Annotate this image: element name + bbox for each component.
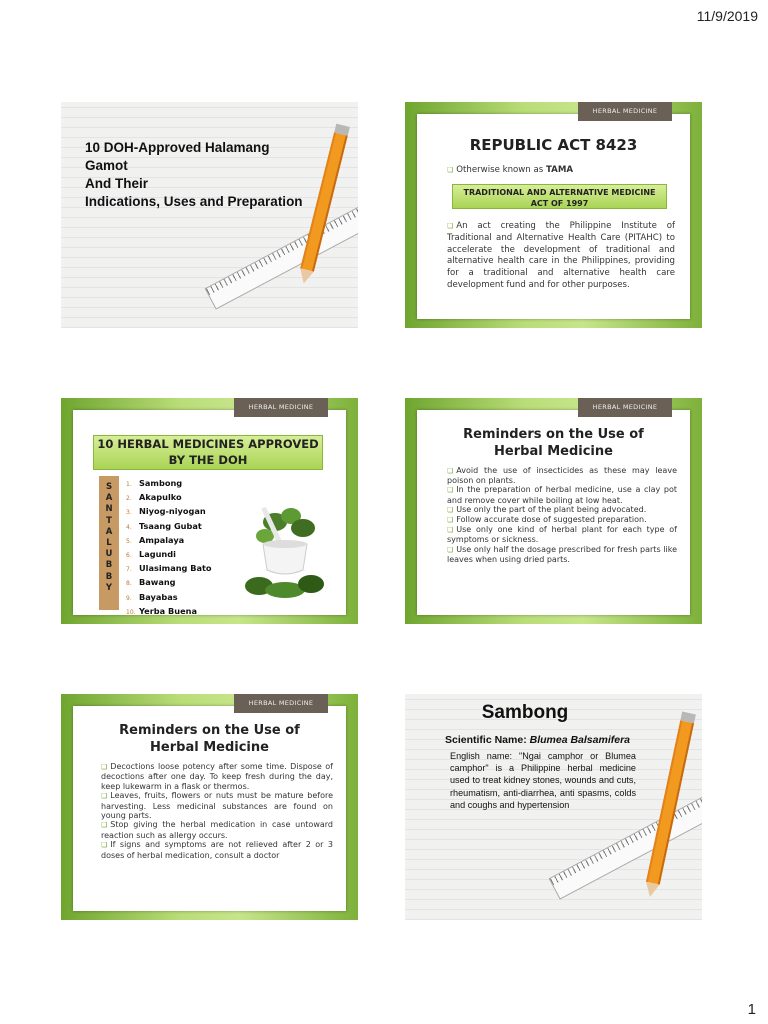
mortar-and-herbs-image <box>245 500 325 600</box>
list-item: ❏ Avoid the use of insecticides as these may leave poison on plants. <box>447 466 677 486</box>
slide-card <box>417 114 690 319</box>
slide-approved-list <box>61 398 358 624</box>
list-item: 3. Niyog-niyogan <box>126 506 206 517</box>
bullet-item: ❏ Otherwise known as TAMA <box>447 165 574 175</box>
bullet-icon: ❏ <box>447 505 454 514</box>
print-date: 11/9/2019 <box>696 8 758 24</box>
slide-card <box>417 410 690 615</box>
list-item: ❏ Use only half the dosage prescribed for fresh parts like leaves when using dried parts. <box>447 544 677 564</box>
slide-card <box>73 706 346 911</box>
list-item: 4. Tsaang Gubat <box>126 520 202 531</box>
list-item: ❏ Follow accurate dose of suggested preparation. <box>447 515 647 525</box>
list-item: ❏ If signs and symptoms are not relieved after 2 or 3 doses of herbal medication, consult a doctor <box>101 840 333 860</box>
bullet-icon: ❏ <box>447 526 454 535</box>
list-item: ❏ Decoctions loose potency after some time. Dispose of decoctions after one day. To keep fresh during the day, keep lukewarm in a flask or thermos. <box>101 762 333 791</box>
slide-heading: REPUBLIC ACT 8423 <box>469 136 638 154</box>
section-tab: HERBAL MEDICINE <box>578 102 672 121</box>
bullet-icon: ❏ <box>447 166 454 174</box>
act-name-box: TRADITIONAL AND ALTERNATIVE MEDICINE ACT OF 1997 <box>452 184 667 209</box>
bullet-icon: ❏ <box>101 792 108 801</box>
list-item: 8. Bawang <box>126 577 176 588</box>
slide-reminders-1 <box>405 398 702 624</box>
bullet-icon: ❏ <box>447 545 454 554</box>
slide-republic-act <box>405 102 702 328</box>
list-item: 6. Lagundi <box>126 549 176 560</box>
bullet-item: ❏ An act creating the Philippine Institute of Traditional and Alternative Health Care (PITAHC) to accelerate the development of traditional and alternative health care in the Philippines, providing for a traditional and alternative health care development fund and for other purposes. <box>447 221 675 290</box>
slide-card <box>73 410 346 615</box>
list-item: 5. Ampalaya <box>126 534 185 545</box>
scientific-name: Scientific Name: Blumea Balsamifera <box>445 734 631 746</box>
bullet-icon: ❏ <box>447 486 454 495</box>
list-item: ❏ In the preparation of herbal medicine, use a clay pot and remove cover while boiling at low heat. <box>447 485 677 505</box>
herb-description: English name: "Ngai camphor or Blumea camphor" is a Philippine herbal medicine used to treat kidney stones, wounds and cuts, rheumatism, anti-diarrhea, anti spasms, colds and coughs and hypertension <box>450 751 636 810</box>
bullet-icon: ❏ <box>447 467 454 475</box>
list-item: ❏ Use only the part of the plant being advocated. <box>447 504 647 514</box>
bullet-icon: ❏ <box>101 841 108 850</box>
pencil-image <box>646 720 694 884</box>
list-item: 7. Ulasimang Bato <box>126 563 212 574</box>
slide-heading: Reminders on the Use of Herbal Medicine <box>119 723 300 755</box>
list-item: 9. Bayabas <box>126 591 178 602</box>
section-tab: HERBAL MEDICINE <box>578 398 672 417</box>
page-number: 1 <box>747 1001 756 1018</box>
list-item: 1. Sambong <box>126 478 183 488</box>
bullet-list <box>447 466 677 564</box>
section-tab: HERBAL MEDICINE <box>234 694 328 713</box>
section-tab: HERBAL MEDICINE <box>234 398 328 417</box>
slide-title <box>61 102 358 328</box>
bullet-icon: ❏ <box>447 516 454 525</box>
list-item: 10. Yerba Buena <box>126 605 197 616</box>
bullet-icon: ❏ <box>101 821 108 830</box>
bullet-list <box>101 762 333 860</box>
slide-heading: Sambong <box>481 702 569 723</box>
herb-list <box>126 477 212 619</box>
list-item: ❏ Use only one kind of herbal plant for each type of symptoms or sickness. <box>447 525 677 545</box>
slide-title-text: 10 DOH-Approved Halamang Gamot And Their Indications, Uses and Preparation <box>85 140 303 209</box>
acronym-column: S A N T A L U B B Y <box>99 476 119 610</box>
list-item: ❏ Stop giving the herbal medication in case untoward reaction such as allergy occurs. <box>101 820 333 840</box>
list-heading-box: 10 HERBAL MEDICINES APPROVED BY THE DOH <box>93 435 323 470</box>
slide-heading: Reminders on the Use of Herbal Medicine <box>463 427 644 459</box>
slide-reminders-2 <box>61 694 358 920</box>
list-item: ❏ Leaves, fruits, flowers or nuts must be mature before harvesting. Less medicinal substances are found on young parts. <box>101 791 333 821</box>
bullet-icon: ❏ <box>101 763 108 771</box>
ruler-image <box>205 198 358 309</box>
bullet-icon: ❏ <box>447 222 454 230</box>
slide-sambong <box>405 694 702 920</box>
list-item: 2. Akapulko <box>126 492 182 503</box>
